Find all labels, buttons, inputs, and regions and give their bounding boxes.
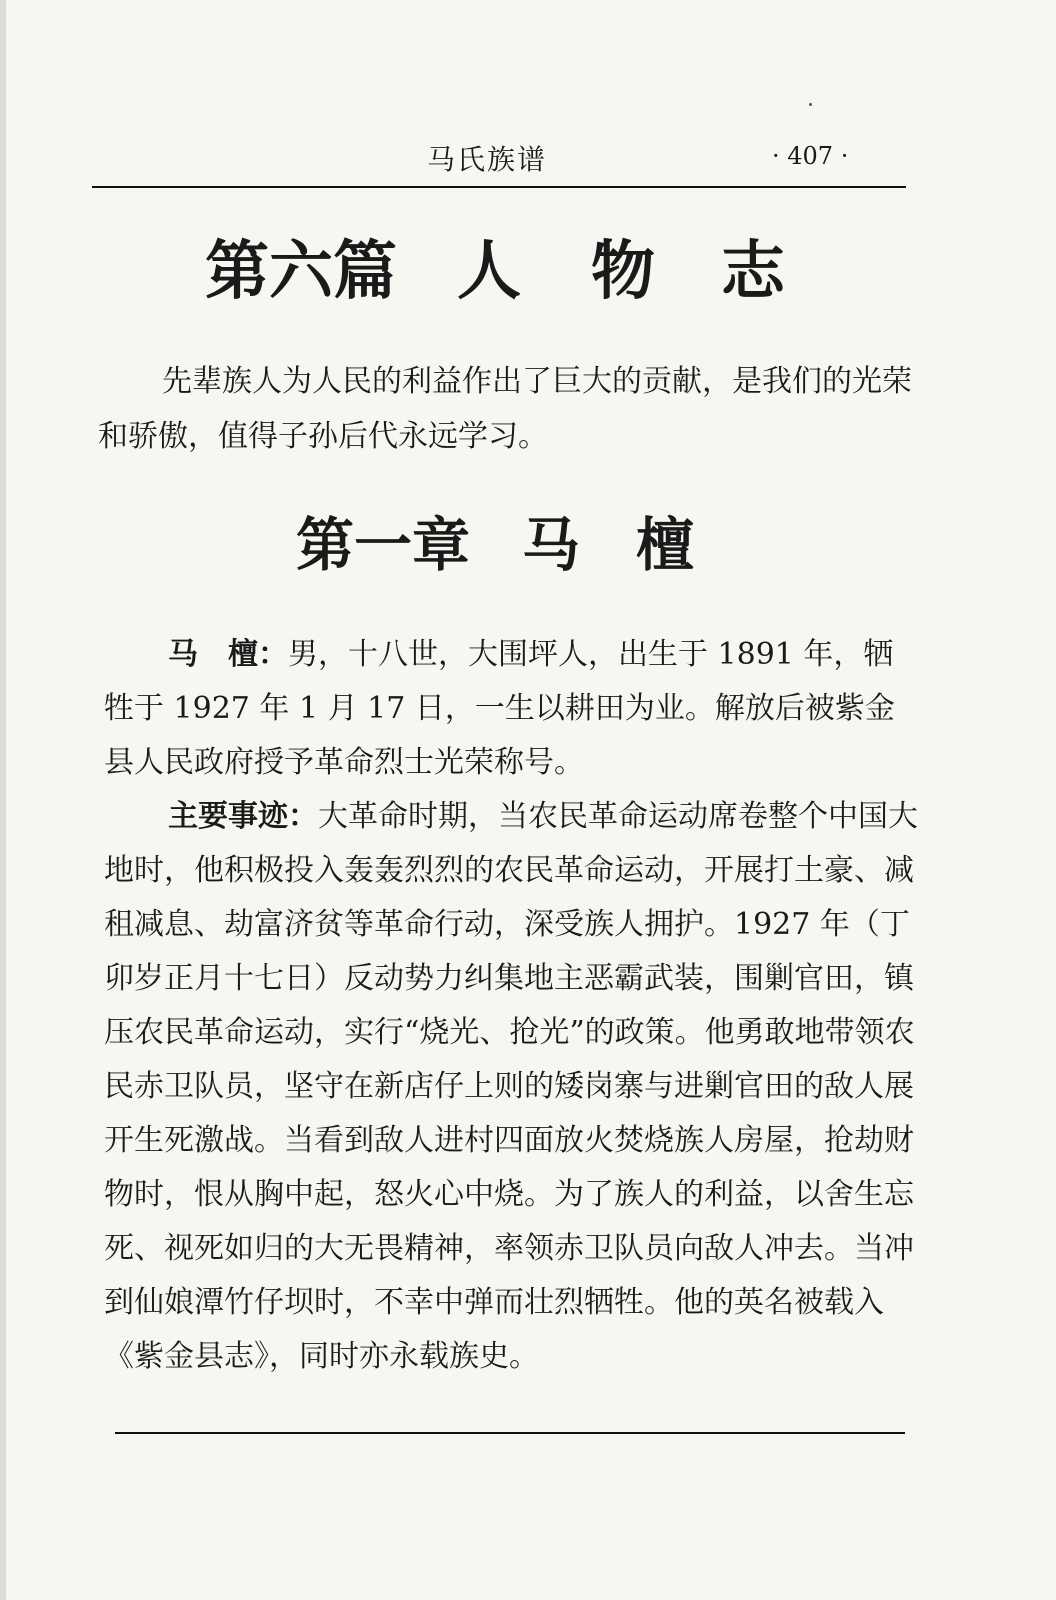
running-header (92, 132, 906, 186)
bio-paragraph (104, 628, 919, 790)
name-label: 马 檀： (168, 637, 288, 672)
page-edge (0, 0, 6, 1600)
part-title (205, 220, 815, 309)
deeds-label: 主要事迹： (168, 799, 318, 834)
chapter-title-segment: 第一章 (296, 511, 471, 579)
footer-rule (115, 1432, 905, 1434)
intro-paragraph (98, 354, 913, 464)
part-title-segment: 志 (721, 235, 785, 309)
intro-text: 先辈族人为人民的利益作出了巨大的贡献，是我们的光荣和骄傲，值得子孙后代永远学习。 (98, 364, 912, 454)
part-title-segment: 第六篇 (205, 235, 397, 309)
part-title-segment: 物 (591, 235, 655, 309)
deeds-paragraph (104, 790, 919, 1384)
book-title: 马氏族谱 (427, 143, 548, 176)
chapter-body (104, 628, 919, 1384)
bio-text: 男，十八世，大围坪人，出生于 1891 年，牺牲于 1927 年 1 月 17 日，一生以耕田为业。解放后被紫金县人民政府授予革命烈士光荣称号。 (104, 637, 895, 780)
speck (809, 103, 812, 106)
header-rule (92, 186, 906, 188)
part-title-segment: 人 (457, 235, 521, 309)
deeds-text: 大革命时期，当农民革命运动席卷整个中国大地时，他积极投入轰轰烈烈的农民革命运动，开展打土豪、减租减息、劫富济贫等革命行动，深受族人拥护。1927 年（丁卯岁正月十七日）反动势力纠集地主恶霸武装，围剿官田，镇压农民革命运动，实行“烧光、抢光”的政策。他勇敢地带领农民赤卫队员，坚守在新店仔上则的矮岗寨与进剿官田的敌人展开生死激战。当看到敌人进村四面放火焚烧族人房屋，抢劫财物时，恨从胸中起，怒火心中烧。为了族人的利益，以舍生忘死、视死如归的大无畏精神，率领赤卫队员向敌人冲去。当冲到仙娘潭竹仔坝时，不幸中弹而壮烈牺牲。他的英名被载入《紫金县志》，同时亦永载族史。 (104, 799, 918, 1374)
page-number: · 407 · (772, 142, 849, 170)
chapter-title-segment: 马 (522, 511, 581, 579)
chapter-title-segment: 檀 (636, 511, 695, 579)
chapter-title (296, 498, 716, 578)
